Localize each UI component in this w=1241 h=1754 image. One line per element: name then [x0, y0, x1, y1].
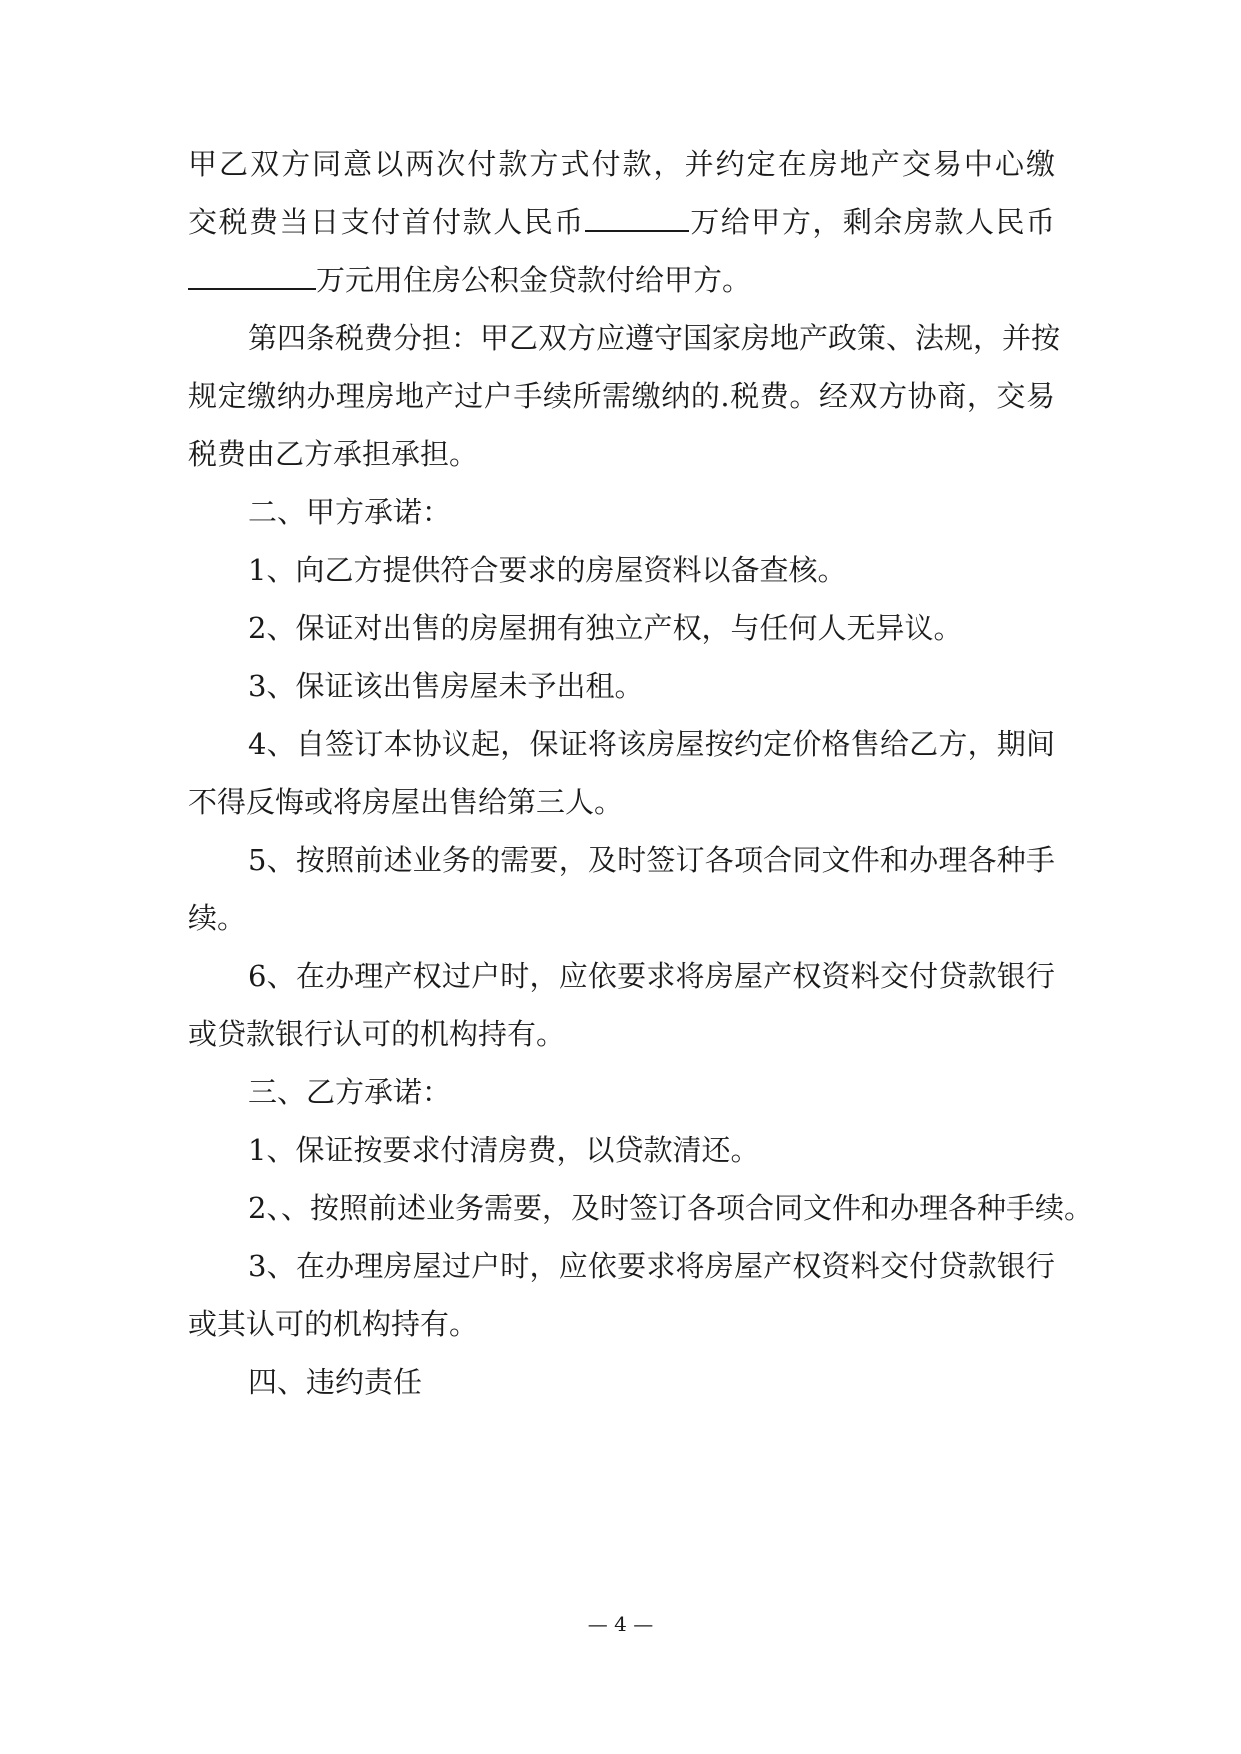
tax-paragraph-line-1: 第四条税费分担：甲乙双方应遵守国家房地产政策、法规，并按: [248, 321, 1061, 355]
payment-line-2-prefix: 交税费当日支付首付款人民币: [188, 205, 585, 239]
page-number: — 4 —: [587, 1612, 654, 1636]
section-heading-party-a: 二、甲方承诺：: [248, 495, 452, 529]
payment-line-3-text: 万元用住房公积金贷款付给甲方。: [316, 263, 752, 297]
party-a-item-2: 2、保证对出售的房屋拥有独立产权，与任何人无异议。: [248, 611, 963, 645]
party-a-item-3: 3、保证该出售房屋未予出租。: [248, 669, 644, 703]
party-b-item-3-line-2: 或其认可的机构持有。: [188, 1307, 479, 1341]
party-a-item-4-line-1: 4、自签订本协议起，保证将该房屋按约定价格售给乙方，期间: [248, 727, 1055, 761]
party-b-item-2: 2、、按照前述业务需要，及时签订各项合同文件和办理各种手续。: [248, 1191, 1093, 1225]
section-heading-party-b: 三、乙方承诺：: [248, 1075, 452, 1109]
payment-paragraph-line-2: [188, 202, 1055, 242]
party-a-item-4-line-2: 不得反悔或将房屋出售给第三人。: [188, 785, 624, 819]
tax-paragraph-line-3: 税费由乙方承担承担。: [188, 437, 479, 471]
loan-amount-blank: [188, 260, 316, 290]
party-a-item-6-line-2: 或贷款银行认可的机构持有。: [188, 1017, 566, 1051]
party-b-item-3-line-1: 3、在办理房屋过户时，应依要求将房屋产权资料交付贷款银行: [248, 1249, 1055, 1283]
party-a-item-1: 1、向乙方提供符合要求的房屋资料以备查核。: [248, 553, 847, 587]
down-payment-blank: [585, 202, 689, 232]
section-heading-breach: 四、违约责任: [248, 1365, 423, 1399]
payment-line-2-suffix: 万给甲方，剩余房款人民币: [688, 205, 1055, 239]
payment-paragraph-line-1: 甲乙双方同意以两次付款方式付款，并约定在房地产交易中心缴: [188, 147, 1055, 181]
party-a-item-6-line-1: 6、在办理产权过户时，应依要求将房屋产权资料交付贷款银行: [248, 959, 1055, 993]
tax-paragraph-line-2: 规定缴纳办理房地产过户手续所需缴纳的.税费。经双方协商，交易: [188, 379, 1055, 413]
party-a-item-5-line-1: 5、按照前述业务的需要，及时签订各项合同文件和办理各种手: [248, 843, 1055, 877]
payment-paragraph-line-3: [188, 260, 751, 300]
party-a-item-5-line-2: 续。: [188, 901, 247, 935]
party-b-item-1: 1、保证按要求付清房费，以贷款清还。: [248, 1133, 760, 1167]
